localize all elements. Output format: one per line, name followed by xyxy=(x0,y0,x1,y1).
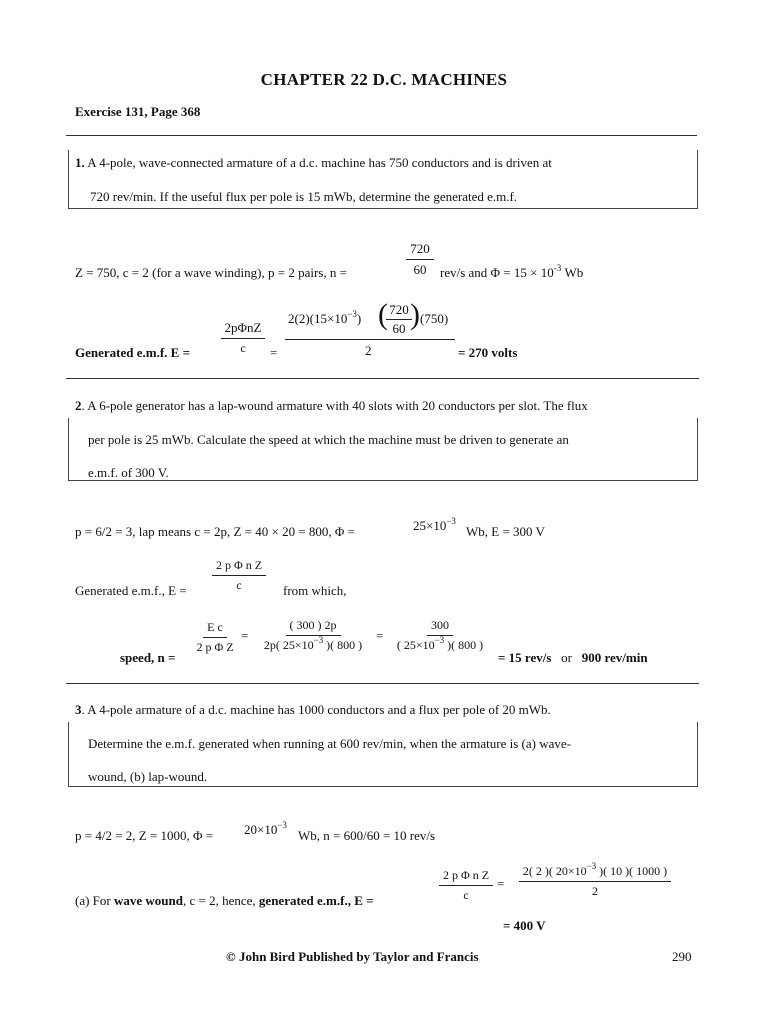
question-3-text: . A 4-pole armature of a d.c. machine has 1000 conductors and a flux per pole of 20 mWb. xyxy=(81,702,551,717)
question-3-number: 3 xyxy=(75,702,82,717)
s3-eq: = xyxy=(497,876,505,891)
chapter-title: CHAPTER 22 D.C. MACHINES xyxy=(260,70,508,89)
s2-given xyxy=(75,524,355,540)
question-2-number: 2 xyxy=(75,398,82,413)
s3-result: = 400 V xyxy=(503,918,546,933)
s3-f2-num-b: )( 10 )( 1000 ) xyxy=(596,864,668,878)
s3-part-a-pre: (a) For xyxy=(75,893,114,908)
s2-sf2-den xyxy=(264,636,362,653)
s2-sf3-den-exp: −3 xyxy=(434,635,445,645)
footer-copyright: © John Bird Published by Taylor and Francis xyxy=(226,949,479,964)
question-2-text: . A 6-pole generator has a lap-wound armature with 40 slots with 20 conductors per slot. The flux xyxy=(81,398,588,413)
s2-speed-f1 xyxy=(190,620,240,655)
s1-given-exp: -3 xyxy=(553,263,562,273)
s2-result-or: or xyxy=(561,650,572,665)
s1-eq: = xyxy=(270,345,278,360)
divider-2 xyxy=(66,683,699,684)
s3-part-a-bold1: wave wound xyxy=(114,893,183,908)
s3-phi xyxy=(244,822,287,838)
question-1-text: A 4-pole, wave-connected armature of a d.c. machine has 750 conductors and is driven at xyxy=(87,155,552,170)
exercise-heading: Exercise 131, Page 368 xyxy=(75,104,201,119)
s3-f2-num-exp: −3 xyxy=(586,861,597,871)
s2-sf3-den-b: )( 800 ) xyxy=(444,638,484,652)
s3-phi-val: 20×10 xyxy=(244,822,278,837)
s1-given-right-text: rev/s and Φ = 15 × 10 xyxy=(440,265,554,280)
s1-f2-den: 2 xyxy=(365,343,372,358)
s1-result: = 270 volts xyxy=(458,345,518,360)
s3-f2-num xyxy=(519,861,671,882)
s1-f2-num-a: 2(2)(15×10 xyxy=(288,311,348,326)
page-number: 290 xyxy=(672,949,692,964)
question-1-number: 1. xyxy=(75,155,85,170)
s3-phi-exp: −3 xyxy=(277,820,287,830)
s1-label: Generated e.m.f. E = xyxy=(75,345,190,360)
s2-sf3-den xyxy=(397,636,483,653)
question-3-line3: wound, (b) lap-wound. xyxy=(88,769,208,784)
s3-given-a: p = 4/2 = 2, Z = 1000, Φ = xyxy=(75,828,214,843)
s2-result-a: = 15 rev/s xyxy=(498,650,552,665)
s3-part-a xyxy=(75,893,374,909)
s1-formula-fraction xyxy=(215,320,271,356)
s3-f-num: 2 p Φ n Z xyxy=(439,868,493,886)
s2-given-a: p = 6/2 = 3, lap means c = 2p, Z = 40 × 20 = 800, Φ = xyxy=(75,524,355,539)
s2-speed-f2 xyxy=(253,618,373,653)
question-2-line3: e.m.f. of 300 V. xyxy=(88,465,169,480)
s2-sf3-den-a: ( 25×10 xyxy=(396,638,435,652)
question-2-line2: per pole is 25 mWb. Calculate the speed at which the machine must be driven to generate an xyxy=(88,432,569,447)
s3-given-b: Wb, n = 600/60 = 10 rev/s xyxy=(298,828,436,843)
s3-f2-num-a: 2( 2 )( 20×10 xyxy=(522,864,587,878)
s1-f1-den: c xyxy=(240,341,246,355)
s2-phi-val: 25×10 xyxy=(413,518,447,533)
question-2-line1 xyxy=(75,398,588,414)
s1-f2-inner-num: 720 xyxy=(386,302,412,320)
s1-f2-num-b: ) xyxy=(356,311,362,326)
s1-given-right xyxy=(440,265,583,281)
header-rule xyxy=(66,135,697,136)
s1-n-num: 720 xyxy=(406,241,434,260)
s3-formula-fraction xyxy=(436,868,496,903)
s2-eq-2: = xyxy=(376,628,384,643)
s2-sf2-den-b: )( 800 ) xyxy=(323,638,363,652)
s2-sf2-den-exp: −3 xyxy=(313,635,324,645)
s2-from-which: from which, xyxy=(283,583,347,598)
s1-left-paren: ( xyxy=(378,298,388,331)
s3-f2-den: 2 xyxy=(592,884,598,898)
s2-sf3-num: 300 xyxy=(427,618,453,636)
s2-phi-exp: −3 xyxy=(446,516,456,526)
s2-speed-label: speed, n = xyxy=(120,650,176,665)
s2-sf1-den: 2 p Φ Z xyxy=(196,640,234,654)
s3-formula-fraction-2 xyxy=(510,861,680,899)
s2-speed-f3 xyxy=(388,618,492,653)
s3-part-a-bold2: generated e.m.f., E = xyxy=(258,893,374,908)
question-1-line2: 720 rev/min. If the useful flux per pole is 15 mWb, determine the generated e.m.f. xyxy=(90,189,518,204)
s1-n-den: 60 xyxy=(413,262,427,277)
s2-emf-label: Generated e.m.f., E = xyxy=(75,583,187,598)
s1-f1-num: 2pΦnZ xyxy=(221,320,266,339)
question-3-line1 xyxy=(75,702,551,718)
s2-given-b: Wb, E = 300 V xyxy=(466,524,545,539)
s3-part-a-mid: , c = 2, hence, xyxy=(183,893,259,908)
s1-f2-numerator xyxy=(288,311,361,327)
s2-eq-1: = xyxy=(241,628,249,643)
s2-phi xyxy=(413,518,456,534)
s1-f2-bar xyxy=(285,339,455,340)
question-3-line2: Determine the e.m.f. generated when running at 600 rev/min, when the armature is (a) wave- xyxy=(88,736,571,751)
s3-f-den: c xyxy=(463,888,469,902)
s1-f2-num-exp: −3 xyxy=(347,309,357,319)
s2-result xyxy=(498,650,648,666)
s1-given-left: Z = 750, c = 2 (for a wave winding), p = 2 pairs, n = xyxy=(75,265,347,280)
s2-sf1-num: E c xyxy=(203,620,227,638)
divider-1 xyxy=(66,378,699,379)
s1-f2-inner-den: 60 xyxy=(392,321,406,336)
s2-emf-num: 2 p Φ n Z xyxy=(212,558,266,576)
s2-emf-den: c xyxy=(236,578,242,592)
s2-sf2-den-a: 2p( 25×10 xyxy=(263,638,314,652)
question-1-line1 xyxy=(75,155,552,171)
s2-result-b: 900 rev/min xyxy=(581,650,648,665)
s1-n-fraction xyxy=(402,241,438,278)
s1-f2-num-c: (750) xyxy=(420,311,449,326)
s1-given-unit: Wb xyxy=(561,265,584,280)
s2-emf-fraction xyxy=(210,558,268,593)
s2-sf2-num: ( 300 ) 2p xyxy=(286,618,341,636)
s1-right-paren: ) xyxy=(410,298,420,331)
